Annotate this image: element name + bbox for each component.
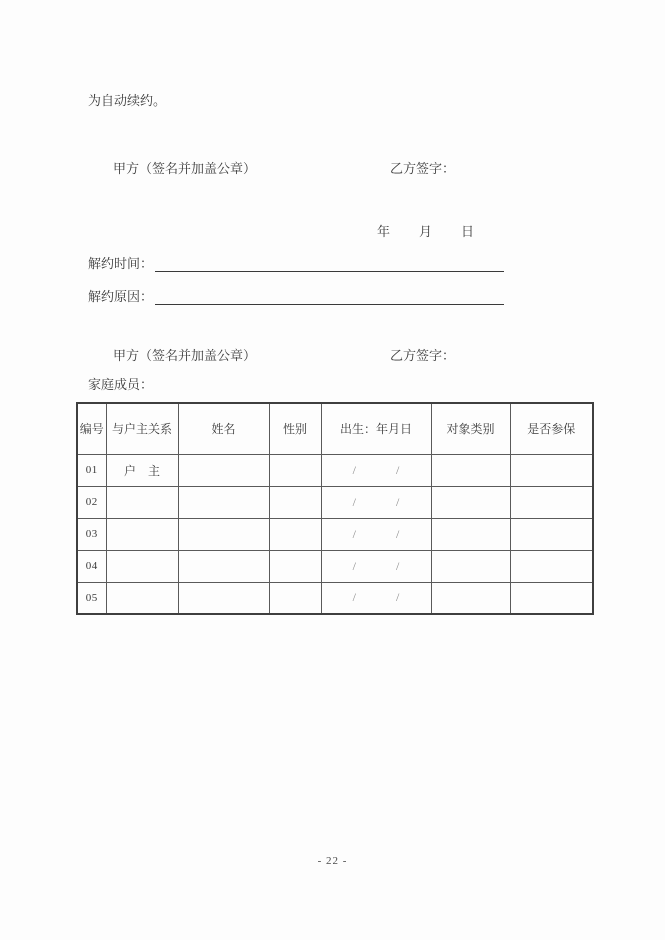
table-row xyxy=(77,550,593,582)
category-cell[interactable] xyxy=(431,454,510,486)
name-cell[interactable] xyxy=(178,454,269,486)
relation-cell[interactable] xyxy=(106,518,178,550)
party-b-signature-label-2: 乙方签字： xyxy=(390,348,456,363)
header-insured: 是否参保 xyxy=(510,403,593,454)
birth-slash: / xyxy=(396,558,400,573)
termination-time-row xyxy=(88,254,504,272)
termination-time-label: 解约时间： xyxy=(88,256,154,271)
page-number: - 22 - xyxy=(317,855,348,867)
termination-time-fill-line[interactable] xyxy=(155,254,504,272)
party-b-signature-label-1: 乙方签字： xyxy=(390,161,456,176)
relation-cell[interactable] xyxy=(106,550,178,582)
table-row xyxy=(77,518,593,550)
insured-cell[interactable] xyxy=(510,454,593,486)
row-number-cell: 05 xyxy=(77,582,106,614)
termination-reason-fill-line[interactable] xyxy=(155,287,504,305)
row-number-cell: 01 xyxy=(77,454,106,486)
table-row xyxy=(77,486,593,518)
date-day-label: 日 xyxy=(461,224,475,239)
termination-reason-row xyxy=(88,287,504,305)
header-category: 对象类别 xyxy=(431,403,510,454)
table-header-row xyxy=(77,403,593,454)
relation-cell[interactable] xyxy=(106,582,178,614)
name-cell[interactable] xyxy=(178,550,269,582)
birth-slash: / xyxy=(352,590,356,605)
row-number-cell: 03 xyxy=(77,518,106,550)
auto-renewal-text: 为自动续约。 xyxy=(88,93,167,108)
date-month-label: 月 xyxy=(419,224,433,239)
birth-slash: / xyxy=(352,462,356,477)
birthdate-cell[interactable] xyxy=(321,486,431,518)
name-cell[interactable] xyxy=(178,582,269,614)
name-cell[interactable] xyxy=(178,518,269,550)
header-gender: 性别 xyxy=(269,403,321,454)
table-row xyxy=(77,582,593,614)
birth-slash: / xyxy=(396,526,400,541)
row-number-cell: 04 xyxy=(77,550,106,582)
birth-slash: / xyxy=(352,558,356,573)
category-cell[interactable] xyxy=(431,582,510,614)
party-a-signature-label-1: 甲方（签名并加盖公章） xyxy=(113,161,257,176)
category-cell[interactable] xyxy=(431,486,510,518)
birth-slash: / xyxy=(396,590,400,605)
insured-cell[interactable] xyxy=(510,486,593,518)
table-row xyxy=(77,454,593,486)
name-cell[interactable] xyxy=(178,486,269,518)
gender-cell[interactable] xyxy=(269,582,321,614)
insured-cell[interactable] xyxy=(510,518,593,550)
gender-cell[interactable] xyxy=(269,454,321,486)
family-members-section-label: 家庭成员： xyxy=(88,377,154,392)
birthdate-cell[interactable] xyxy=(321,582,431,614)
birth-slash: / xyxy=(396,462,400,477)
birth-slash: / xyxy=(352,494,356,509)
family-members-table xyxy=(76,402,594,615)
birthdate-cell[interactable] xyxy=(321,454,431,486)
header-relation: 与户主关系 xyxy=(106,403,178,454)
party-a-signature-label-2: 甲方（签名并加盖公章） xyxy=(113,348,257,363)
birth-slash: / xyxy=(396,494,400,509)
category-cell[interactable] xyxy=(431,518,510,550)
gender-cell[interactable] xyxy=(269,550,321,582)
date-line xyxy=(377,224,474,240)
insured-cell[interactable] xyxy=(510,550,593,582)
relation-cell[interactable]: 户 主 xyxy=(106,454,178,486)
birthdate-cell[interactable] xyxy=(321,550,431,582)
insured-cell[interactable] xyxy=(510,582,593,614)
row-number-cell: 02 xyxy=(77,486,106,518)
date-year-label: 年 xyxy=(377,224,391,239)
header-birthdate: 出生：年月日 xyxy=(321,403,431,454)
gender-cell[interactable] xyxy=(269,486,321,518)
category-cell[interactable] xyxy=(431,550,510,582)
gender-cell[interactable] xyxy=(269,518,321,550)
relation-cell[interactable] xyxy=(106,486,178,518)
birthdate-cell[interactable] xyxy=(321,518,431,550)
header-name: 姓名 xyxy=(178,403,269,454)
header-number: 编号 xyxy=(77,403,106,454)
termination-reason-label: 解约原因： xyxy=(88,289,154,304)
birth-slash: / xyxy=(352,526,356,541)
